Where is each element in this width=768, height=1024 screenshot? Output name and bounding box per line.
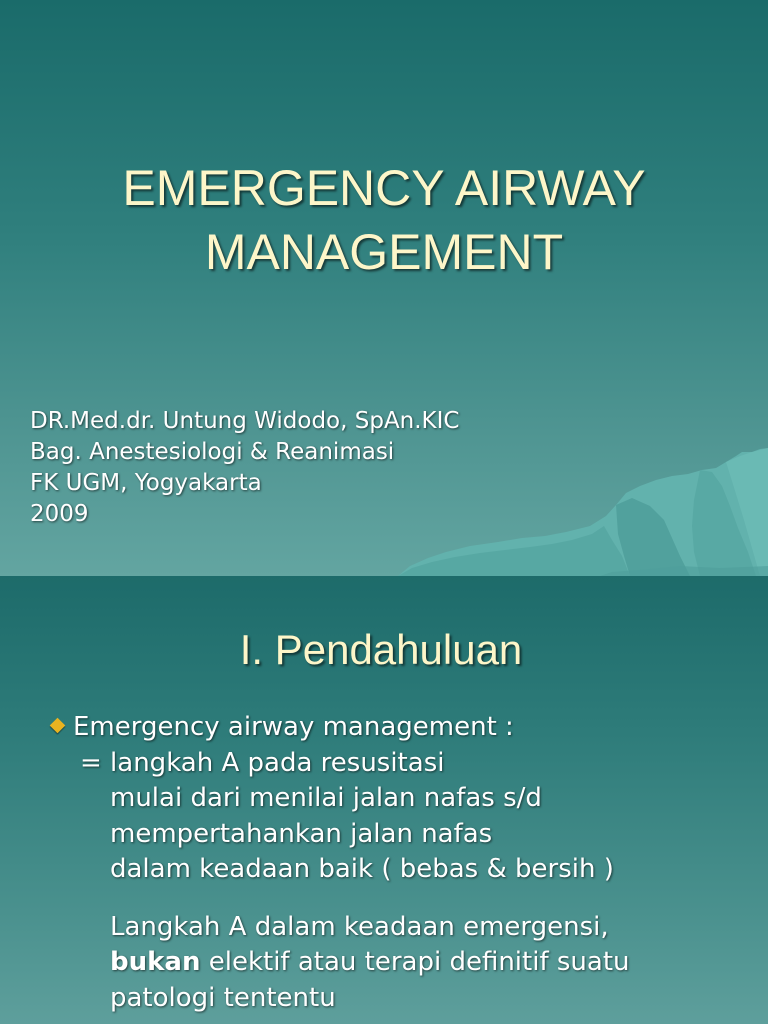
- bullet-line-7: patologi tententu: [110, 982, 336, 1013]
- author-institution: FK UGM, Yogyakarta: [30, 470, 262, 496]
- paragraph-spacer: [48, 888, 758, 910]
- bold-word: bukan: [110, 947, 201, 977]
- title-line-1: EMERGENCY AIRWAY: [122, 160, 646, 216]
- bullet-heading: Emergency airway management :: [73, 712, 514, 742]
- bullet-line-1: = langkah A pada resusitasi: [80, 747, 445, 778]
- bullet-line-3: mempertahankan jalan nafas: [110, 818, 493, 849]
- bullet-line-5: Langkah A dalam keadaan emergensi,: [110, 911, 609, 942]
- bullet-line-4: dalam keadaan baik ( bebas & bersih ): [110, 854, 614, 884]
- slide-introduction: [0, 576, 768, 1024]
- slide-title-text: [0, 156, 768, 284]
- author-info: [30, 406, 460, 530]
- bullet-line-2: mulai dari menilai jalan nafas s/d: [110, 783, 542, 813]
- bullet-line-6-rest: elektif atau terapi definitif suatu: [200, 947, 630, 977]
- bullet-list: [48, 710, 758, 1016]
- author-year: 2009: [30, 501, 89, 527]
- author-department: Bag. Anestesiologi & Reanimasi: [30, 439, 395, 465]
- title-line-2: MANAGEMENT: [204, 224, 564, 280]
- bullet-item: [48, 710, 758, 746]
- author-name: DR.Med.dr. Untung Widodo, SpAn.KIC: [30, 408, 460, 434]
- diamond-bullet-icon: [50, 718, 66, 734]
- section-title: I. Pendahuluan: [239, 626, 523, 673]
- bullet-line-6: [48, 945, 758, 981]
